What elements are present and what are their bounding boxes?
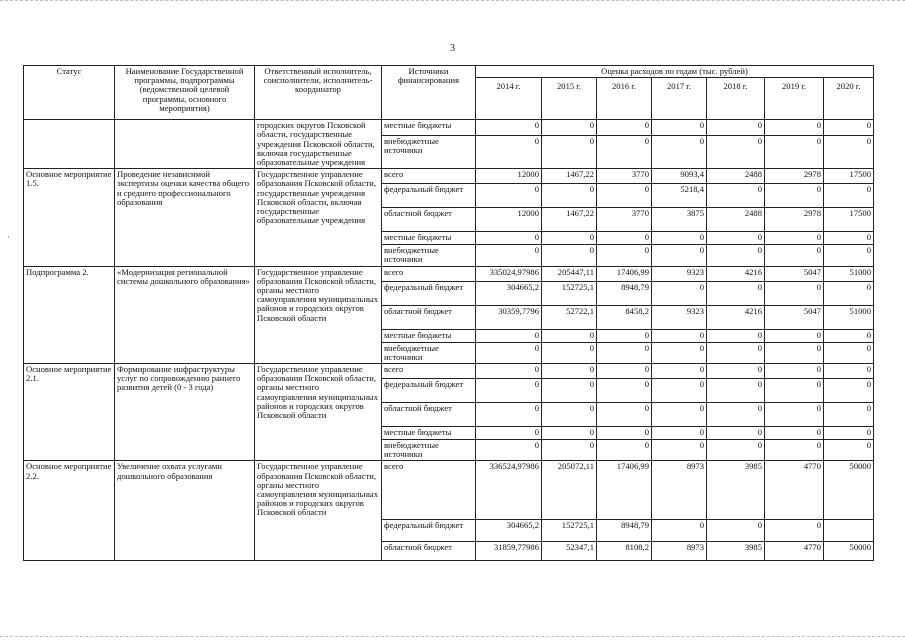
value-cell: 0 xyxy=(824,281,874,305)
status-cell xyxy=(24,120,115,169)
page-top-edge xyxy=(0,0,905,2)
value-cell: 9093,4 xyxy=(652,169,707,184)
value-cell: 335024,97986 xyxy=(476,266,542,281)
value-cell: 17500 xyxy=(824,169,874,184)
value-cell: 8973 xyxy=(652,461,707,520)
value-cell: 2488 xyxy=(707,169,765,184)
value-cell: 0 xyxy=(652,364,707,379)
value-cell: 0 xyxy=(597,329,652,342)
source-cell: местные бюджеты xyxy=(382,232,476,245)
value-cell: 0 xyxy=(597,364,652,379)
executor-cell: Государственное управление образования Псковской области, органы местного самоуправления муниципальных районов и городских округов Псковской области xyxy=(255,266,382,363)
executor-cell: Государственное управление образования Псковской области, органы местного самоуправления муниципальных районов и городских округов Псковской области xyxy=(255,461,382,561)
value-cell: 0 xyxy=(707,520,765,542)
page-number: 3 xyxy=(450,43,455,54)
name-cell xyxy=(115,120,255,169)
header-year-4: 2017 г. xyxy=(652,78,707,120)
value-cell: 0 xyxy=(765,427,824,440)
header-year-1: 2014 г. xyxy=(476,78,542,120)
value-cell: 0 xyxy=(652,329,707,342)
value-cell: 17406,99 xyxy=(597,461,652,520)
value-cell: 4216 xyxy=(707,266,765,281)
source-cell: всего xyxy=(382,169,476,184)
value-cell: 17406,99 xyxy=(597,266,652,281)
value-cell: 52722,1 xyxy=(542,305,597,329)
value-cell: 0 xyxy=(765,232,824,245)
value-cell xyxy=(824,520,874,542)
header-year-7: 2020 г. xyxy=(824,78,874,120)
value-cell: 0 xyxy=(597,184,652,208)
value-cell: 0 xyxy=(597,342,652,363)
value-cell: 0 xyxy=(824,184,874,208)
value-cell: 0 xyxy=(707,281,765,305)
value-cell: 0 xyxy=(765,120,824,135)
value-cell: 0 xyxy=(824,245,874,266)
value-cell: 205447,11 xyxy=(542,266,597,281)
header-year-6: 2019 г. xyxy=(765,78,824,120)
value-cell: 0 xyxy=(765,329,824,342)
value-cell: 5047 xyxy=(765,266,824,281)
value-cell: 304665,2 xyxy=(476,520,542,542)
value-cell: 0 xyxy=(597,232,652,245)
value-cell: 0 xyxy=(765,403,824,427)
value-cell: 336524,97986 xyxy=(476,461,542,520)
table-row xyxy=(24,266,874,281)
table-row xyxy=(24,461,874,520)
value-cell: 0 xyxy=(707,135,765,169)
value-cell: 50000 xyxy=(824,461,874,520)
value-cell: 8948,79 xyxy=(597,520,652,542)
value-cell: 8108,2 xyxy=(597,542,652,561)
value-cell: 0 xyxy=(476,364,542,379)
value-cell: 0 xyxy=(765,342,824,363)
value-cell: 0 xyxy=(597,135,652,169)
value-cell: 0 xyxy=(652,342,707,363)
source-cell: всего xyxy=(382,461,476,520)
source-cell: местные бюджеты xyxy=(382,120,476,135)
status-cell: Подпрограмма 2. xyxy=(24,266,115,363)
budget-table xyxy=(23,65,874,561)
source-cell: областной бюджет xyxy=(382,403,476,427)
value-cell: 0 xyxy=(542,403,597,427)
value-cell: 0 xyxy=(765,245,824,266)
value-cell: 0 xyxy=(652,281,707,305)
value-cell: 0 xyxy=(707,232,765,245)
value-cell: 0 xyxy=(707,184,765,208)
name-cell: Формирование инфраструктуры услуг по сопровождению раннего развития детей (0 - 3 года) xyxy=(115,364,255,461)
value-cell: 0 xyxy=(707,440,765,461)
value-cell: 0 xyxy=(542,184,597,208)
value-cell: 0 xyxy=(542,245,597,266)
header-name: Наименование Государственной программы, подпрограммы (ведомственной целевой программы, основного мероприятия) xyxy=(115,66,255,120)
value-cell: 0 xyxy=(652,440,707,461)
value-cell: 50000 xyxy=(824,542,874,561)
source-cell: областной бюджет xyxy=(382,208,476,232)
status-cell: Основное мероприятие 1.5. xyxy=(24,169,115,266)
name-cell: Увеличение охвата услугами дошкольного образования xyxy=(115,461,255,561)
source-cell: областной бюджет xyxy=(382,542,476,561)
value-cell: 0 xyxy=(765,135,824,169)
value-cell: 0 xyxy=(707,245,765,266)
source-cell: федеральный бюджет xyxy=(382,379,476,403)
value-cell: 0 xyxy=(824,427,874,440)
value-cell: 3770 xyxy=(597,169,652,184)
value-cell: 0 xyxy=(476,232,542,245)
value-cell: 0 xyxy=(597,120,652,135)
value-cell: 0 xyxy=(824,440,874,461)
value-cell: 0 xyxy=(542,120,597,135)
header-estimate: Оценка расходов по годам (тыс. рублей) xyxy=(476,66,874,78)
value-cell: 0 xyxy=(765,184,824,208)
value-cell: 3875 xyxy=(652,208,707,232)
value-cell: 0 xyxy=(597,440,652,461)
value-cell: 8948,79 xyxy=(597,281,652,305)
value-cell: 0 xyxy=(542,342,597,363)
value-cell: 30359,7796 xyxy=(476,305,542,329)
value-cell: 8973 xyxy=(652,542,707,561)
value-cell: 152725,1 xyxy=(542,281,597,305)
value-cell: 2978 xyxy=(765,169,824,184)
value-cell: 1467,22 xyxy=(542,169,597,184)
status-cell: Основное мероприятие 2.1. xyxy=(24,364,115,461)
value-cell: 4770 xyxy=(765,542,824,561)
value-cell: 9323 xyxy=(652,266,707,281)
value-cell: 0 xyxy=(476,379,542,403)
source-cell: внебюджетные источники xyxy=(382,135,476,169)
table-row xyxy=(24,120,874,135)
value-cell: 0 xyxy=(765,281,824,305)
value-cell: 0 xyxy=(707,403,765,427)
header-year-2: 2015 г. xyxy=(542,78,597,120)
value-cell: 0 xyxy=(476,135,542,169)
value-cell: 0 xyxy=(476,184,542,208)
value-cell: 0 xyxy=(542,364,597,379)
value-cell: 0 xyxy=(542,440,597,461)
value-cell: 52347,1 xyxy=(542,542,597,561)
value-cell: 9323 xyxy=(652,305,707,329)
value-cell: 0 xyxy=(652,135,707,169)
value-cell: 0 xyxy=(542,379,597,403)
value-cell: 0 xyxy=(476,403,542,427)
margin-mark: · xyxy=(7,232,10,242)
value-cell: 0 xyxy=(476,120,542,135)
value-cell: 0 xyxy=(824,364,874,379)
source-cell: всего xyxy=(382,266,476,281)
value-cell: 0 xyxy=(765,364,824,379)
value-cell: 0 xyxy=(707,427,765,440)
value-cell: 51000 xyxy=(824,266,874,281)
value-cell: 0 xyxy=(542,232,597,245)
value-cell: 0 xyxy=(476,329,542,342)
value-cell: 0 xyxy=(707,342,765,363)
value-cell: 0 xyxy=(824,403,874,427)
value-cell: 0 xyxy=(597,403,652,427)
value-cell: 0 xyxy=(824,329,874,342)
value-cell: 0 xyxy=(707,364,765,379)
value-cell: 5218,4 xyxy=(652,184,707,208)
value-cell: 1467,22 xyxy=(542,208,597,232)
value-cell: 0 xyxy=(542,427,597,440)
value-cell: 0 xyxy=(765,440,824,461)
value-cell: 51000 xyxy=(824,305,874,329)
value-cell: 0 xyxy=(652,403,707,427)
value-cell: 2488 xyxy=(707,208,765,232)
source-cell: федеральный бюджет xyxy=(382,281,476,305)
source-cell: местные бюджеты xyxy=(382,329,476,342)
value-cell: 0 xyxy=(597,379,652,403)
value-cell: 0 xyxy=(824,120,874,135)
value-cell: 0 xyxy=(542,329,597,342)
value-cell: 4770 xyxy=(765,461,824,520)
value-cell: 0 xyxy=(824,135,874,169)
value-cell: 3770 xyxy=(597,208,652,232)
value-cell: 152725,1 xyxy=(542,520,597,542)
source-cell: федеральный бюджет xyxy=(382,520,476,542)
value-cell: 17500 xyxy=(824,208,874,232)
value-cell: 0 xyxy=(652,520,707,542)
value-cell: 0 xyxy=(652,232,707,245)
header-year-5: 2018 г. xyxy=(707,78,765,120)
value-cell: 0 xyxy=(476,245,542,266)
value-cell: 0 xyxy=(652,245,707,266)
value-cell: 0 xyxy=(476,440,542,461)
value-cell: 0 xyxy=(765,520,824,542)
value-cell: 205072,11 xyxy=(542,461,597,520)
value-cell: 5047 xyxy=(765,305,824,329)
header-sources: Источники финансирования xyxy=(382,66,476,120)
value-cell: 0 xyxy=(476,427,542,440)
header-executor: Ответственный исполнитель, соисполнители, исполнитель-координатор xyxy=(255,66,382,120)
name-cell: Проведение независимой экспертизы оценки качества общего и среднего профессионального образования xyxy=(115,169,255,266)
value-cell: 2978 xyxy=(765,208,824,232)
value-cell: 0 xyxy=(597,245,652,266)
value-cell: 0 xyxy=(476,342,542,363)
value-cell: 304665,2 xyxy=(476,281,542,305)
executor-cell: городских округов Псковской области, государственные учреждения Псковской области, включая государственные образовательные учреждения xyxy=(255,120,382,169)
value-cell: 4216 xyxy=(707,305,765,329)
value-cell: 0 xyxy=(707,120,765,135)
source-cell: всего xyxy=(382,364,476,379)
table-row xyxy=(24,169,874,184)
table-row xyxy=(24,364,874,379)
executor-cell: Государственное управление образования Псковской области, органы местного самоуправления муниципальных районов и городских округов Псковской области xyxy=(255,364,382,461)
value-cell: 0 xyxy=(542,135,597,169)
value-cell: 0 xyxy=(707,379,765,403)
source-cell: внебюджетные источники xyxy=(382,440,476,461)
value-cell: 31859,77986 xyxy=(476,542,542,561)
source-cell: внебюджетные источники xyxy=(382,245,476,266)
value-cell: 0 xyxy=(652,120,707,135)
page-bottom-edge xyxy=(0,636,905,638)
value-cell: 0 xyxy=(597,427,652,440)
value-cell: 0 xyxy=(824,379,874,403)
executor-cell: Государственное управление образования Псковской области, государственные учреждения Псковской области, включая государственные образовательные учреждения xyxy=(255,169,382,266)
header-status: Статус xyxy=(24,66,115,120)
source-cell: внебюджетные источники xyxy=(382,342,476,363)
status-cell: Основное мероприятие 2.2. xyxy=(24,461,115,561)
value-cell: 3985 xyxy=(707,542,765,561)
source-cell: федеральный бюджет xyxy=(382,184,476,208)
value-cell: 0 xyxy=(765,379,824,403)
value-cell: 0 xyxy=(707,329,765,342)
header-year-3: 2016 г. xyxy=(597,78,652,120)
value-cell: 3985 xyxy=(707,461,765,520)
source-cell: местные бюджеты xyxy=(382,427,476,440)
value-cell: 0 xyxy=(824,232,874,245)
value-cell: 12000 xyxy=(476,169,542,184)
name-cell: «Модернизация региональной системы дошкольного образования» xyxy=(115,266,255,363)
value-cell: 0 xyxy=(652,379,707,403)
value-cell: 0 xyxy=(652,427,707,440)
value-cell: 8458,2 xyxy=(597,305,652,329)
value-cell: 0 xyxy=(824,342,874,363)
value-cell: 12000 xyxy=(476,208,542,232)
source-cell: областной бюджет xyxy=(382,305,476,329)
